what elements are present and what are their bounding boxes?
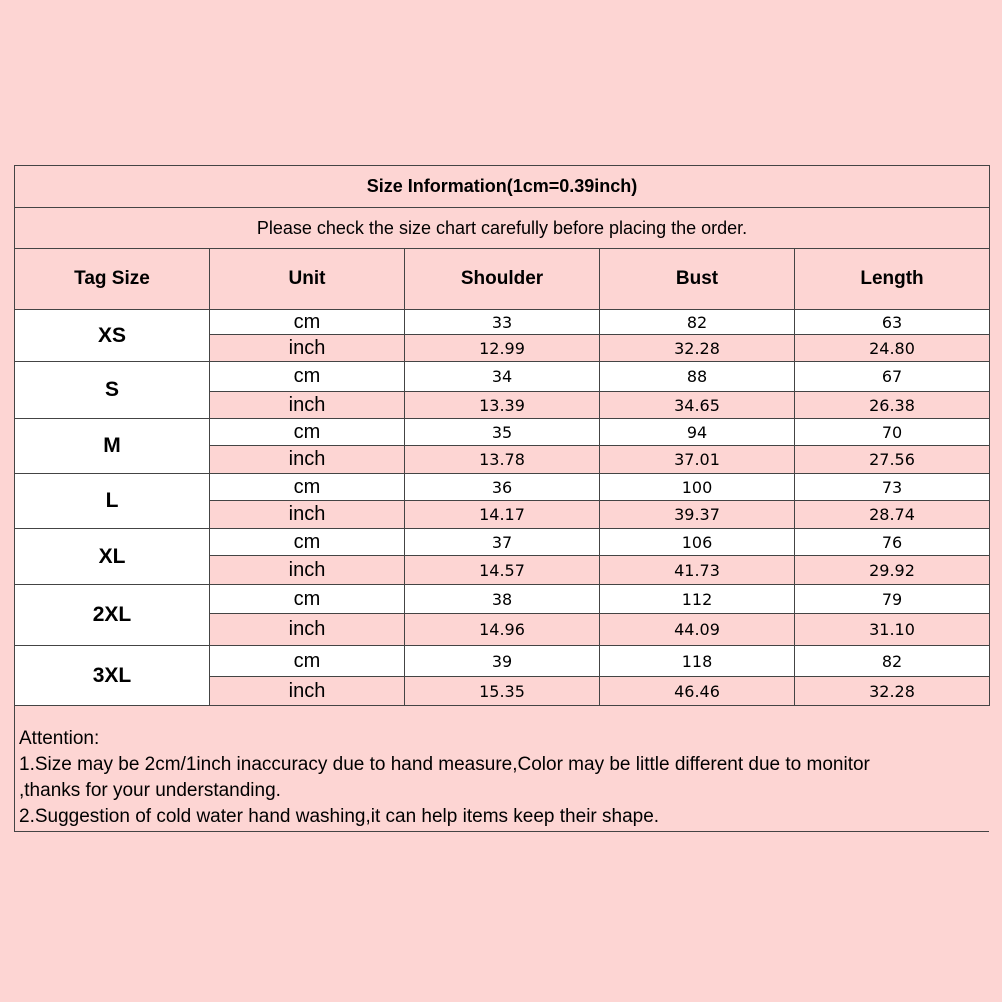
length-cm-cell: 79 — [795, 585, 990, 614]
tag-size-cell: L — [15, 474, 210, 529]
shoulder-cm-cell: 36 — [405, 474, 600, 501]
tag-size-cell: XS — [15, 310, 210, 362]
unit-cell-cm: cm — [210, 362, 405, 392]
shoulder-cm-cell: 34 — [405, 362, 600, 392]
table-row — [15, 585, 990, 614]
unit-cell-cm: cm — [210, 474, 405, 501]
shoulder-cm-cell: 33 — [405, 310, 600, 335]
length-cm-cell: 70 — [795, 419, 990, 446]
length-inch-cell: 26.38 — [795, 392, 990, 419]
unit-cell-inch: inch — [210, 677, 405, 706]
length-cm-cell: 73 — [795, 474, 990, 501]
notes-line-3: 2.Suggestion of cold water hand washing,it can help items keep their shape. — [19, 806, 660, 827]
table-row — [15, 362, 990, 392]
length-inch-cell: 28.74 — [795, 501, 990, 529]
table-row — [15, 529, 990, 556]
shoulder-inch-cell: 13.78 — [405, 446, 600, 474]
attention-notes — [14, 706, 989, 832]
bust-inch-cell: 44.09 — [600, 614, 795, 646]
unit-cell-cm: cm — [210, 646, 405, 677]
notice-row — [15, 208, 990, 249]
table-row — [15, 474, 990, 501]
header-row — [15, 249, 990, 310]
bust-cm-cell: 112 — [600, 585, 795, 614]
title-row — [15, 166, 990, 208]
unit-cell-cm: cm — [210, 419, 405, 446]
size-chart-sheet — [14, 165, 988, 832]
header-unit: Unit — [210, 249, 405, 310]
bust-inch-cell: 41.73 — [600, 556, 795, 585]
length-inch-cell: 32.28 — [795, 677, 990, 706]
notes-heading: Attention: — [19, 728, 100, 749]
tag-size-cell: S — [15, 362, 210, 419]
bust-inch-cell: 34.65 — [600, 392, 795, 419]
tag-size-cell: 2XL — [15, 585, 210, 646]
length-cm-cell: 63 — [795, 310, 990, 335]
unit-cell-inch: inch — [210, 392, 405, 419]
unit-cell-inch: inch — [210, 446, 405, 474]
shoulder-cm-cell: 37 — [405, 529, 600, 556]
length-cm-cell: 82 — [795, 646, 990, 677]
bust-cm-cell: 106 — [600, 529, 795, 556]
unit-cell-cm: cm — [210, 310, 405, 335]
notes-line-1: 1.Size may be 2cm/1inch inaccuracy due to hand measure,Color may be little different due to monitor — [19, 754, 870, 775]
unit-cell-inch: inch — [210, 335, 405, 362]
length-cm-cell: 67 — [795, 362, 990, 392]
header-shoulder: Shoulder — [405, 249, 600, 310]
shoulder-inch-cell: 13.39 — [405, 392, 600, 419]
length-inch-cell: 24.80 — [795, 335, 990, 362]
tag-size-cell: M — [15, 419, 210, 474]
bust-inch-cell: 46.46 — [600, 677, 795, 706]
table-row — [15, 310, 990, 335]
length-inch-cell: 29.92 — [795, 556, 990, 585]
header-bust: Bust — [600, 249, 795, 310]
table-notice: Please check the size chart carefully before placing the order. — [15, 208, 990, 249]
bust-inch-cell: 39.37 — [600, 501, 795, 529]
shoulder-cm-cell: 35 — [405, 419, 600, 446]
unit-cell-inch: inch — [210, 501, 405, 529]
header-length: Length — [795, 249, 990, 310]
bust-cm-cell: 94 — [600, 419, 795, 446]
shoulder-inch-cell: 14.96 — [405, 614, 600, 646]
bust-inch-cell: 32.28 — [600, 335, 795, 362]
bust-cm-cell: 88 — [600, 362, 795, 392]
unit-cell-cm: cm — [210, 585, 405, 614]
shoulder-cm-cell: 39 — [405, 646, 600, 677]
bust-cm-cell: 100 — [600, 474, 795, 501]
notes-line-2: ,thanks for your understanding. — [19, 780, 281, 801]
table-title: Size Information(1cm=0.39inch) — [15, 166, 990, 208]
length-inch-cell: 31.10 — [795, 614, 990, 646]
length-inch-cell: 27.56 — [795, 446, 990, 474]
shoulder-cm-cell: 38 — [405, 585, 600, 614]
bust-cm-cell: 118 — [600, 646, 795, 677]
tag-size-cell: XL — [15, 529, 210, 585]
unit-cell-inch: inch — [210, 556, 405, 585]
bust-cm-cell: 82 — [600, 310, 795, 335]
shoulder-inch-cell: 15.35 — [405, 677, 600, 706]
table-row — [15, 419, 990, 446]
size-table — [14, 165, 990, 706]
bust-inch-cell: 37.01 — [600, 446, 795, 474]
unit-cell-inch: inch — [210, 614, 405, 646]
table-row — [15, 646, 990, 677]
length-cm-cell: 76 — [795, 529, 990, 556]
shoulder-inch-cell: 14.17 — [405, 501, 600, 529]
shoulder-inch-cell: 12.99 — [405, 335, 600, 362]
shoulder-inch-cell: 14.57 — [405, 556, 600, 585]
unit-cell-cm: cm — [210, 529, 405, 556]
header-tag-size: Tag Size — [15, 249, 210, 310]
tag-size-cell: 3XL — [15, 646, 210, 706]
